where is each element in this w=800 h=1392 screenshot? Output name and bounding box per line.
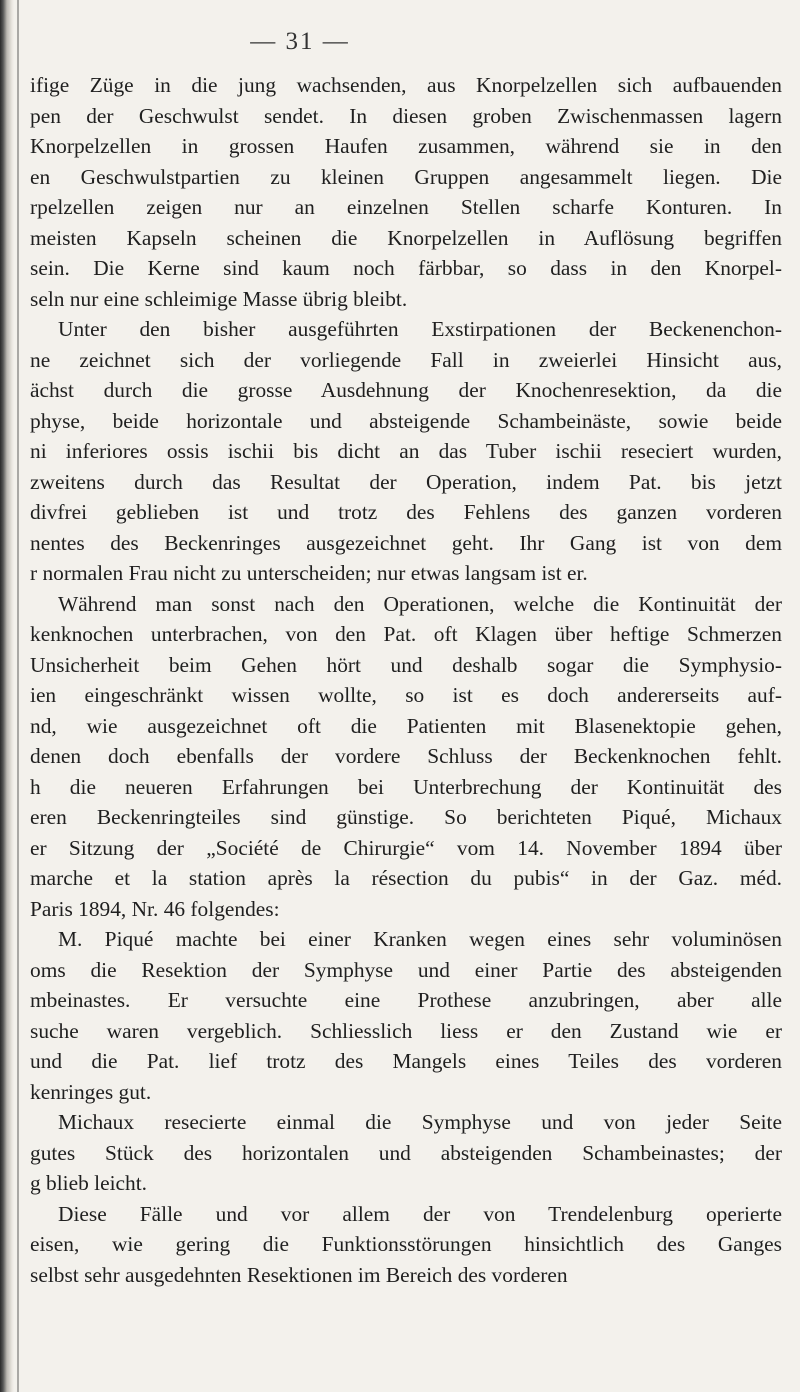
- text-line: suche waren vergeblich. Schliesslich liess er den Zustand wie er: [30, 1018, 782, 1043]
- text-line: zweitens durch das Resultat der Operation, indem Pat. bis jetzt: [30, 469, 782, 494]
- text-line: denen doch ebenfalls der vordere Schluss der Beckenknochen fehlt.: [30, 744, 782, 768]
- text-line: ächst durch die grosse Ausdehnung der Knochenresektion, da die: [30, 378, 782, 402]
- text-line: physe, beide horizontale und absteigende Schambeinäste, sowie beide: [30, 408, 782, 433]
- text-line: oms die Resektion der Symphyse und einer Partie des absteigenden: [30, 957, 782, 982]
- text-line: kenknochen unterbrachen, von den Pat. oft Klagen über heftige Schmerzen: [30, 622, 782, 646]
- text-line: mbeinastes. Er versuchte eine Prothese anzubringen, aber alle: [30, 988, 782, 1012]
- text-line: ni inferiores ossis ischii bis dicht an das Tuber ischii reseciert wurden,: [30, 439, 782, 463]
- text-line: sein. Die Kerne sind kaum noch färbbar, so dass in den Knorpel-: [30, 256, 782, 280]
- text-line: en Geschwulstpartien zu kleinen Gruppen angesammelt liegen. Die: [30, 164, 782, 189]
- text-line: g blieb leicht.: [30, 1171, 148, 1195]
- text-line: meisten Kapseln scheinen die Knorpelzellen in Auflösung begriffen: [30, 225, 782, 250]
- text-line: Unter den bisher ausgeführten Exstirpationen der Beckenenchon-: [58, 317, 782, 341]
- page-number: — 31 —: [250, 28, 350, 55]
- text-line: selbst sehr ausgedehnten Resektionen im Bereich des vorderen: [30, 1262, 568, 1287]
- text-line: nentes des Beckenringes ausgezeichnet geht. Ihr Gang ist von dem: [30, 530, 782, 555]
- body-text: [30, 70, 782, 1290]
- text-line: eisen, wie gering die Funktionsstörungen hinsichtlich des Ganges: [30, 1232, 782, 1256]
- text-line: M. Piqué machte bei einer Kranken wegen eines sehr voluminösen: [58, 927, 782, 951]
- text-line: rpelzellen zeigen nur an einzelnen Stellen scharfe Konturen. In: [30, 195, 782, 219]
- text-line: nd, wie ausgezeichnet oft die Patienten mit Blasenektopie gehen,: [30, 713, 782, 738]
- text-line: eren Beckenringteiles sind günstige. So berichteten Piqué, Michaux: [30, 805, 782, 829]
- text-line: Michaux resecierte einmal die Symphyse und von jeder Seite: [58, 1110, 782, 1134]
- text-line: ne zeichnet sich der vorliegende Fall in zweierlei Hinsicht aus,: [30, 347, 782, 372]
- text-line: und die Pat. lief trotz des Mangels eines Teiles des vorderen: [30, 1049, 782, 1073]
- text-line: Diese Fälle und vor allem der von Trendelenburg operierte: [58, 1201, 782, 1226]
- text-line: Unsicherheit beim Gehen hört und deshalb sogar die Symphysio-: [30, 652, 782, 677]
- text-line: kenringes gut.: [30, 1079, 152, 1104]
- text-line: Paris 1894, Nr. 46 folgendes:: [30, 896, 280, 921]
- text-line: marche et la station après la résection du pubis“ in der Gaz. méd.: [30, 866, 782, 890]
- text-line: pen der Geschwulst sendet. In diesen groben Zwischenmassen lagern: [30, 103, 782, 128]
- text-line: r normalen Frau nicht zu unterscheiden; nur etwas langsam ist er.: [30, 561, 588, 585]
- text-line: Während man sonst nach den Operationen, welche die Kontinuität der: [58, 591, 782, 616]
- text-line: ien eingeschränkt wissen wollte, so ist es doch andererseits auf-: [30, 683, 782, 707]
- text-line: gutes Stück des horizontalen und absteigenden Schambeinastes; der: [30, 1140, 782, 1165]
- text-line: divfrei geblieben ist und trotz des Fehlens des ganzen vorderen: [30, 500, 782, 524]
- text-line: Knorpelzellen in grossen Haufen zusammen, während sie in den: [30, 134, 782, 158]
- text-line: ifige Züge in die jung wachsenden, aus Knorpelzellen sich aufbauenden: [30, 73, 782, 97]
- book-spine-shadow: [0, 0, 14, 1392]
- text-line: seln nur eine schleimige Masse übrig bleibt.: [30, 286, 408, 311]
- text-line: h die neueren Erfahrungen bei Unterbrechung der Kontinuität des: [30, 774, 782, 799]
- text-line: er Sitzung der „Société de Chirurgie“ vom 14. November 1894 über: [30, 835, 782, 860]
- page-edge-line: [17, 0, 19, 1392]
